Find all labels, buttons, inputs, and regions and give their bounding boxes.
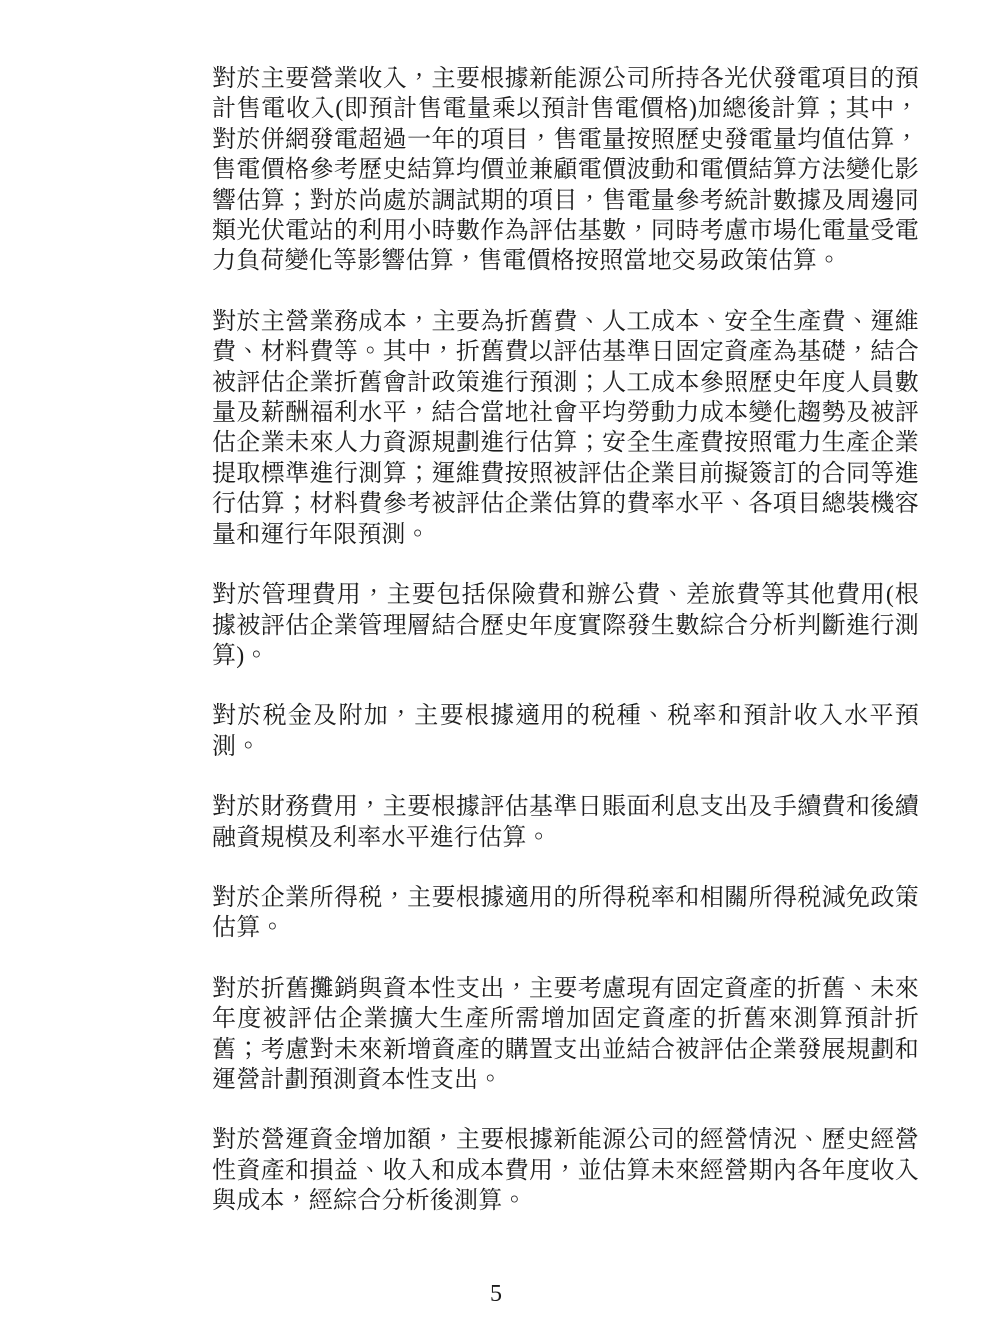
paragraph-income-tax: 對於企業所得税，主要根據適用的所得税率和相關所得税減免政策估算。 (212, 884, 919, 942)
paragraph-operating-cost: 對於主營業務成本，主要為折舊費、人工成本、安全生產費、運維費、材料費等。其中，折舊費以評估基準日固定資產為基礎，結合被評估企業折舊會計政策進行預測；人工成本參照歷史年度人員數量及薪酬福利水平，結合當地社會平均勞動力成本變化趨勢及被評估企業未來人力資源規劃進行估算；安全生產費按照電力生產企業提取標準進行測算；運維費按照被評估企業目前擬簽訂的合同等進行估算；材料費參考被評估企業估算的費率水平、各項目總裝機容量和運行年限預測。 (212, 308, 919, 548)
paragraph-depreciation-capex: 對於折舊攤銷與資本性支出，主要考慮現有固定資產的折舊、未來年度被評估企業擴大生產所需增加固定資產的折舊來測算預計折舊；考慮對未來新增資產的購置支出並結合被評估企業發展規劃和運營計劃預測資本性支出。 (212, 975, 919, 1093)
paragraph-admin-expense: 對於管理費用，主要包括保險費和辦公費、差旅費等其他費用(根據被評估企業管理層結合歷史年度實際發生數綜合分析判斷進行測算)。 (212, 582, 919, 669)
page-footer (0, 1281, 992, 1308)
page-number: 5 (490, 1281, 502, 1307)
page-body-text (212, 64, 919, 1247)
paragraph-revenue: 對於主要營業收入，主要根據新能源公司所持各光伏發電項目的預計售電收入(即預計售電量乘以預計售電價格)加總後計算；其中，對於併網發電超過一年的項目，售電量按照歷史發電量均值估算，售電價格參考歷史結算均價並兼顧電價波動和電價結算方法變化影響估算；對於尚處於調試期的項目，售電量參考統計數據及周邊同類光伏電站的利用小時數作為評估基數，同時考慮市場化電量受電力負荷變化等影響估算，售電價格按照當地交易政策估算。 (212, 66, 919, 275)
paragraph-finance-expense: 對於財務費用，主要根據評估基準日賬面利息支出及手續費和後續融資規模及利率水平進行估算。 (212, 794, 919, 851)
paragraph-tax-surcharge: 對於税金及附加，主要根據適用的税種、税率和預計收入水平預測。 (212, 703, 919, 760)
paragraph-working-capital: 對於營運資金增加額，主要根據新能源公司的經營情況、歷史經營性資產和損益、收入和成本費用，並估算未來經營期內各年度收入與成本，經綜合分析後測算。 (212, 1127, 919, 1215)
